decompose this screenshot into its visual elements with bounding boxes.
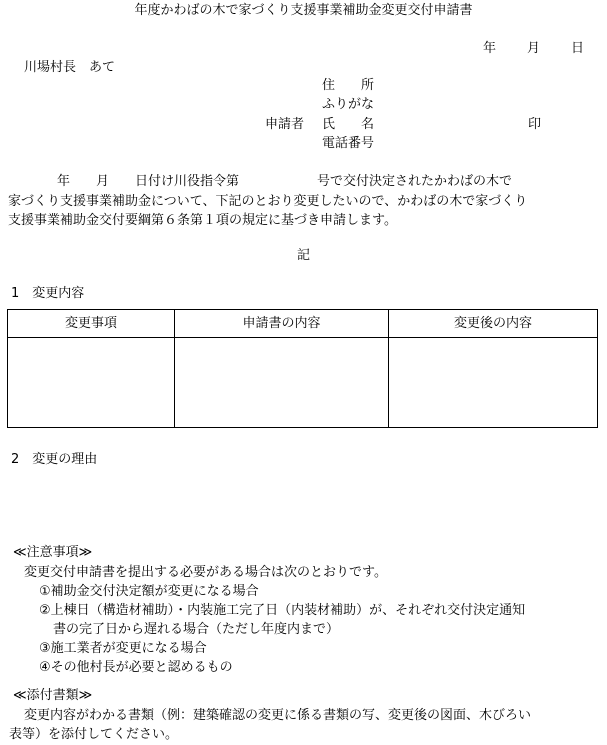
applicant-name-label: 氏 名 xyxy=(322,117,375,132)
date-day-label: 日 xyxy=(571,41,585,56)
attachments-line-1: 変更内容がわかる書類（例：建築確認の変更に係る書類の写、変更後の図面、木びろい xyxy=(24,708,532,723)
section-1-heading: 1 変更内容 xyxy=(11,286,85,301)
cell-changed-content[interactable] xyxy=(389,338,598,428)
cell-original-content[interactable] xyxy=(175,338,389,428)
notes-intro: 変更交付申請書を提出する必要がある場合は次のとおりです。 xyxy=(24,565,387,580)
seal-mark: 印 xyxy=(528,117,542,132)
change-table xyxy=(7,309,598,428)
notes-item-1: ①補助金交付決定額が変更になる場合 xyxy=(39,584,259,599)
notes-item-3: ③施工業者が変更になる場合 xyxy=(39,641,207,656)
cell-change-item[interactable] xyxy=(8,338,175,428)
notes-item-2-cont: 書の完了日から遅れる場合（ただし年度内まで） xyxy=(53,622,340,637)
section-2-heading: 2 変更の理由 xyxy=(11,452,98,467)
column-header-item: 変更事項 xyxy=(8,310,175,338)
applicant-address-label: 住 所 xyxy=(322,78,375,93)
body-line-1: 年 月 日付け川役指令第 号で交付決定されたかわばの木で xyxy=(57,174,513,189)
page-title: 年度かわばの木で家づくり支援事業補助金変更交付申請書 xyxy=(134,3,473,18)
body-line-2: 家づくり支援事業補助金について、下記のとおり変更したいので、かわばの木で家づくり xyxy=(8,194,528,209)
date-year-label: 年 xyxy=(483,41,497,56)
notes-heading: ≪注意事項≫ xyxy=(13,545,93,560)
column-header-changed: 変更後の内容 xyxy=(389,310,598,338)
table-row xyxy=(8,338,598,428)
applicant-furigana-label: ふりがな xyxy=(322,97,375,112)
attachments-line-2: 表等）を添付してください。 xyxy=(9,727,179,742)
applicant-label: 申請者 xyxy=(265,117,305,132)
ki-heading: 記 xyxy=(296,248,310,263)
notes-item-4: ④その他村長が必要と認めるもの xyxy=(39,660,233,675)
column-header-original: 申請書の内容 xyxy=(175,310,389,338)
applicant-phone-label: 電話番号 xyxy=(322,136,375,151)
date-month-label: 月 xyxy=(527,41,541,56)
body-line-3: 支援事業補助金交付要綱第６条第１項の規定に基づき申請します。 xyxy=(8,213,397,228)
notes-item-2: ②上棟日（構造材補助）・内装施工完了日（内装材補助）が、それぞれ交付決定通知 xyxy=(39,603,526,618)
addressee: 川場村長 あて xyxy=(24,60,116,75)
attachments-heading: ≪添付書類≫ xyxy=(13,688,93,703)
table-header-row xyxy=(8,310,598,338)
